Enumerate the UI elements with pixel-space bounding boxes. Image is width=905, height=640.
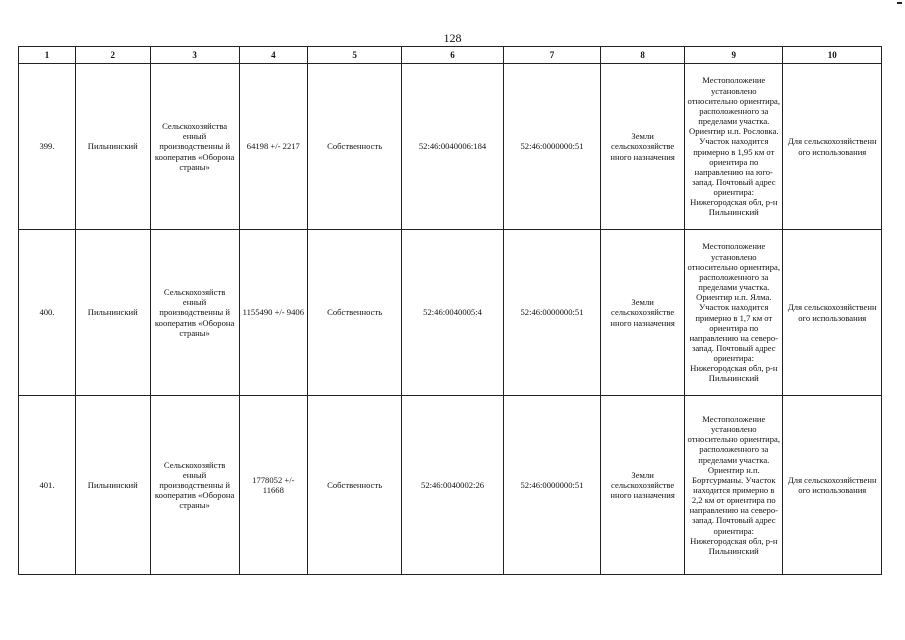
land-category-cell: Земли сельскохозяйстве нного назначения	[601, 64, 685, 230]
table-row	[19, 230, 882, 396]
location-cell: Местоположение установлено относительно ориентира, расположенного за пределами участка. Ориентир н.п. Рословка. Участок находится примерно в 1,95 км от ориентира по направлению на юго-запад. Почтовый адрес ориентира: Нижегородская обл, р-н Пильнинский	[685, 64, 783, 230]
table-row	[19, 396, 882, 575]
right-type-cell: Собственность	[308, 230, 402, 396]
location-cell: Местоположение установлено относительно ориентира, расположенного за пределами участка. Ориентир н.п. Ялма. Участок находится примерно в 1,7 км от ориентира по направлению на северо-запад. Почтовый адрес ориентира: Нижегородская обл, р-н Пильнинский	[685, 230, 783, 396]
district-cell: Пильнинский	[75, 64, 150, 230]
rights-holder-cell: Сельскохозяйств енный производственны й кооператив «Оборона страны»	[150, 396, 239, 575]
column-header: 5	[308, 47, 402, 64]
rights-holder-cell: Сельскохозяйства енный производственны й кооператив «Оборона страны»	[150, 64, 239, 230]
column-header: 3	[150, 47, 239, 64]
column-header: 6	[402, 47, 504, 64]
area-cell: 1778052 +/- 11668	[239, 396, 307, 575]
cadastral-number-cell: 52:46:0040005:4	[402, 230, 504, 396]
column-header: 2	[75, 47, 150, 64]
right-type-cell: Собственность	[308, 64, 402, 230]
row-number: 400.	[19, 230, 76, 396]
right-type-cell: Собственность	[308, 396, 402, 575]
table-row	[19, 64, 882, 230]
district-cell: Пильнинский	[75, 230, 150, 396]
column-header: 4	[239, 47, 307, 64]
column-header: 8	[601, 47, 685, 64]
land-category-cell: Земли сельскохозяйстве нного назначения	[601, 230, 685, 396]
parent-cadastral-number-cell: 52:46:0000000:51	[503, 230, 600, 396]
column-number-header-row	[19, 47, 882, 64]
page-number: 128	[443, 31, 462, 45]
column-header: 7	[503, 47, 600, 64]
land-registry-table	[18, 46, 882, 575]
cadastral-number-cell: 52:46:0040006:184	[402, 64, 504, 230]
column-header: 9	[685, 47, 783, 64]
row-number: 399.	[19, 64, 76, 230]
cadastral-number-cell: 52:46:0040002:26	[402, 396, 504, 575]
column-header: 10	[783, 47, 882, 64]
rights-holder-cell: Сельскохозяйств енный производственны й кооператив «Оборона страны»	[150, 230, 239, 396]
land-category-cell: Земли сельскохозяйстве нного назначения	[601, 396, 685, 575]
parent-cadastral-number-cell: 52:46:0000000:51	[503, 64, 600, 230]
column-header: 1	[19, 47, 76, 64]
permitted-use-cell: Для сельскохозяйственн ого использования	[783, 64, 882, 230]
scan-mark	[897, 2, 902, 4]
parent-cadastral-number-cell: 52:46:0000000:51	[503, 396, 600, 575]
row-number: 401.	[19, 396, 76, 575]
area-cell: 1155490 +/- 9406	[239, 230, 307, 396]
area-cell: 64198 +/- 2217	[239, 64, 307, 230]
district-cell: Пильнинский	[75, 396, 150, 575]
permitted-use-cell: Для сельскохозяйственн ого использования	[783, 396, 882, 575]
permitted-use-cell: Для сельскохозяйственн ого использования	[783, 230, 882, 396]
location-cell: Местоположение установлено относительно ориентира, расположенного за пределами участка. Ориентир н.п. Бортсурманы. Участок находится примерно в 2,2 км от ориентира по направлению на северо-запад. Почтовый адрес ориентира: Нижегородская обл, р-н Пильнинский	[685, 396, 783, 575]
